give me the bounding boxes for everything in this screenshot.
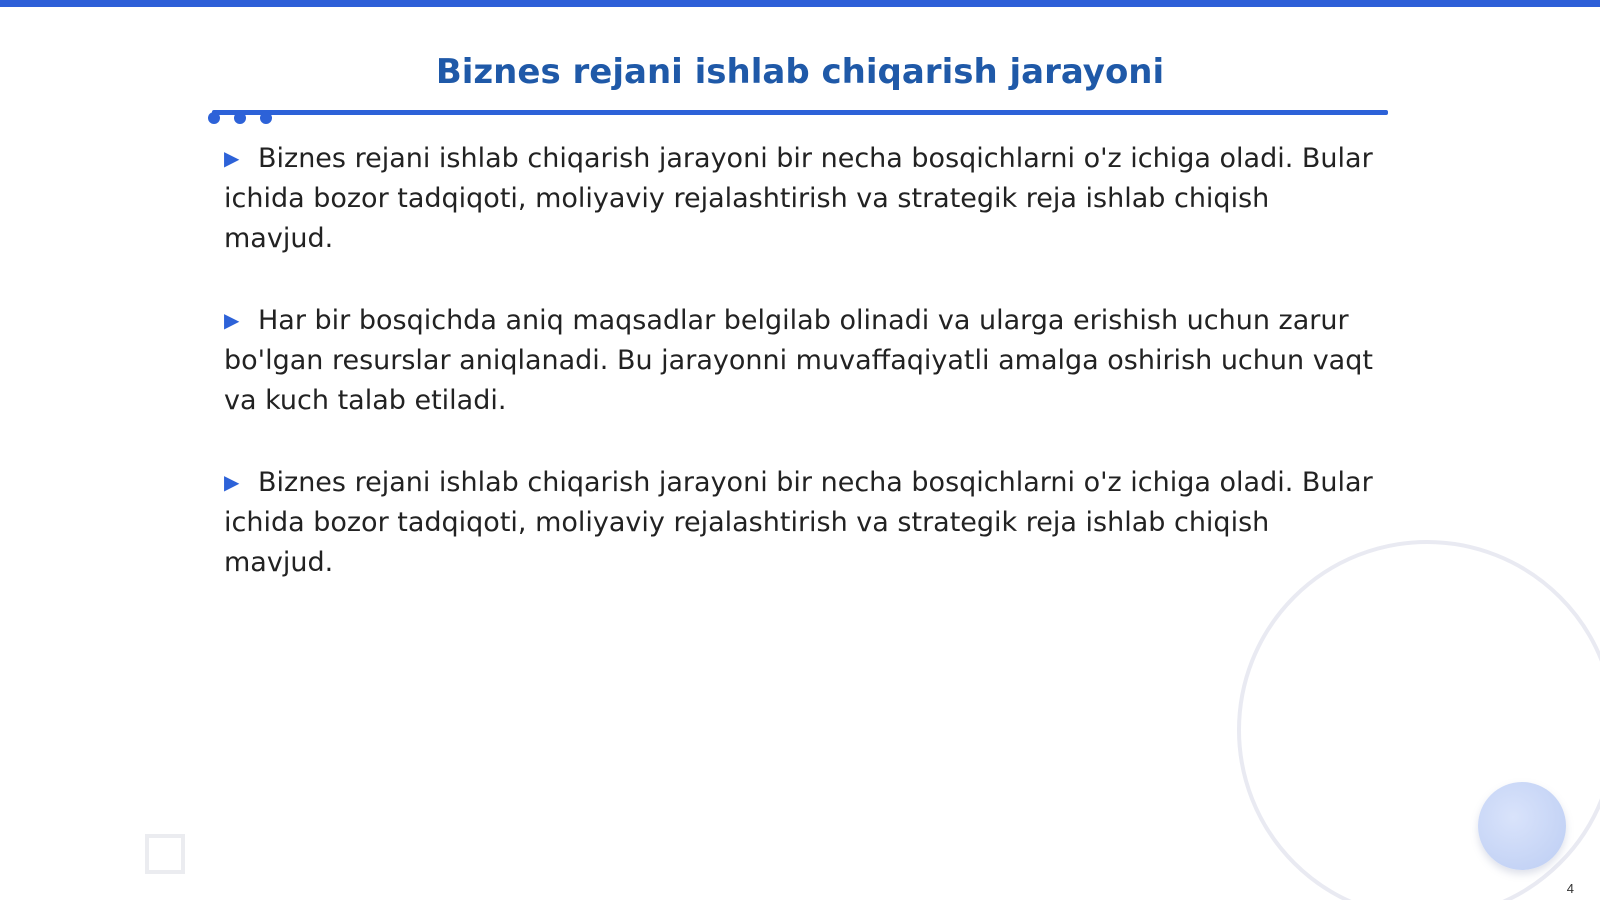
page-number: 4 [1566,881,1574,896]
bullet-arrow-icon: ▶ [224,146,240,170]
underline-dot [234,112,246,124]
slide-title: Biznes rejani ishlab chiqarish jarayoni [435,52,1165,92]
decorative-square [145,834,185,874]
underline-dot [208,112,220,124]
bullet-item [224,300,1384,421]
bullet-item [224,138,1384,259]
bullet-arrow-icon: ▶ [224,470,240,494]
decorative-ball [1478,782,1566,870]
underline-dot [260,112,272,124]
title-underline [212,110,1388,115]
bullet-list [224,138,1384,624]
bullet-text: Biznes rejani ishlab chiqarish jarayoni bir necha bosqichlarni o'z ichiga oladi. Bular ichida bozor tadqiqoti, moliyaviy rejalashtirish va strategik reja ishlab chiqish mavjud. [224,467,1373,578]
bullet-item [224,462,1384,583]
bullet-text: Har bir bosqichda aniq maqsadlar belgilab olinadi va ularga erishish uchun zarur bo'lgan resurslar aniqlanadi. Bu jarayonni muvaffaqiyatli amalga oshirish uchun vaqt va kuch talab etiladi. [224,305,1373,416]
bullet-arrow-icon: ▶ [224,308,240,332]
bullet-text: Biznes rejani ishlab chiqarish jarayoni bir necha bosqichlarni o'z ichiga oladi. Bular ichida bozor tadqiqoti, moliyaviy rejalashtirish va strategik reja ishlab chiqish mavjud. [224,143,1373,254]
top-accent-bar [0,0,1600,7]
